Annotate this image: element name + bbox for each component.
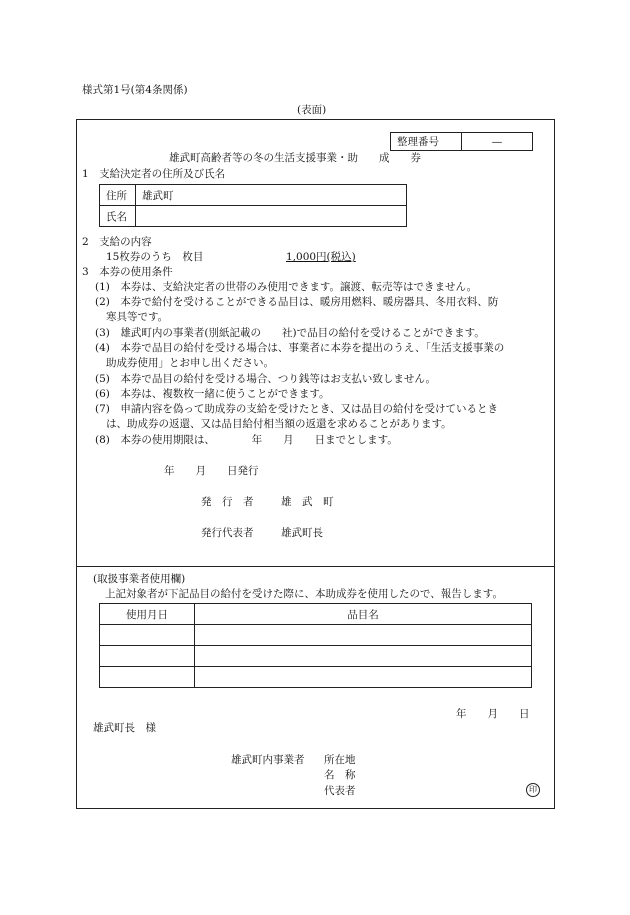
- condition-line: (4) 本券で品目の給付を受ける場合は、事業者に本券を提出のうえ、「生活支援事業の: [95, 342, 505, 354]
- issue-date: 年 月 日発行: [164, 465, 259, 477]
- report-date: 年 月 日: [456, 708, 530, 720]
- section-2-heading: 2 支給の内容: [82, 236, 152, 248]
- condition-line: (1) 本券は、支給決定者の世帯のみ使用できます。譲渡、転売等はできません。: [95, 281, 478, 293]
- condition-line: 助成券使用」とお申し出ください。: [106, 357, 274, 369]
- section-divider: [76, 566, 555, 567]
- section-1-heading: 1 支給決定者の住所及び氏名: [82, 168, 226, 180]
- business-name-label: 名 称: [324, 769, 356, 781]
- business-section-heading: (取扱事業者使用欄): [93, 573, 186, 585]
- name-value: [136, 206, 407, 227]
- condition-line: (5) 本券で品目の給付を受ける場合、つり銭等はお支払い致しません。: [95, 373, 437, 385]
- addressee: 雄武町長 様: [93, 722, 156, 734]
- coupon-detail: 15枚券のうち 枚目: [106, 251, 204, 263]
- item-name-cell: [195, 625, 532, 646]
- item-name-header: 品目名: [195, 604, 532, 625]
- condition-line: (3) 雄武町内の事業者(別紙記載の 社)で品目の給付を受けることができます。: [95, 327, 485, 339]
- condition-line: 寒具等です。: [106, 311, 169, 323]
- reference-number-table: [390, 132, 533, 151]
- coupon-title: 雄武町高齢者等の冬の生活支援事業・助 成 券: [169, 152, 421, 164]
- recipient-table: [99, 184, 407, 227]
- seal-mark: 印: [526, 783, 540, 797]
- table-row: [100, 625, 532, 646]
- issuing-representative-label: 発行代表者: [201, 527, 254, 539]
- reference-number-label: 整理番号: [391, 133, 462, 151]
- coupon-amount: 1,000円(税込): [286, 251, 356, 263]
- condition-line: (2) 本券で給付を受けることができる品目は、暖房用燃料、暖房器具、冬用衣料、防: [95, 296, 499, 308]
- form-number: 様式第1号(第4条関係): [82, 84, 188, 96]
- condition-line: (8) 本券の使用期限は、 年 月 日までとします。: [95, 434, 398, 446]
- name-label: 氏名: [100, 206, 136, 227]
- issuer-label: 発 行 者: [201, 496, 254, 508]
- usage-date-cell: [100, 646, 195, 667]
- usage-date-cell: [100, 625, 195, 646]
- issuing-representative: 雄武町長: [281, 527, 323, 539]
- usage-table: [99, 603, 532, 688]
- address-label: 住所: [100, 185, 136, 206]
- section-3-heading: 3 本券の使用条件: [82, 266, 173, 278]
- business-representative-label: 代表者: [324, 785, 356, 797]
- business-label: 雄武町内事業者: [231, 754, 305, 766]
- condition-line: (6) 本券は、複数枚一緒に使うことができます。: [95, 388, 330, 400]
- item-name-cell: [195, 646, 532, 667]
- usage-date-cell: [100, 667, 195, 688]
- side-label: (表面): [297, 104, 327, 116]
- item-name-cell: [195, 667, 532, 688]
- business-statement: 上記対象者が下記品目の給付を受けた際に、本助成券を使用したので、報告します。: [105, 588, 503, 600]
- usage-date-header: 使用月日: [100, 604, 195, 625]
- issuer-name: 雄 武 町: [281, 496, 334, 508]
- condition-line: は、助成券の返還、又は品目給付相当額の返還を求めることがあります。: [106, 418, 452, 430]
- location-label: 所在地: [324, 754, 356, 766]
- reference-number-value: —: [462, 133, 533, 151]
- condition-line: (7) 申請内容を偽って助成券の支給を受けたとき、又は品目の給付を受けているとき: [95, 403, 498, 415]
- table-row: [100, 646, 532, 667]
- address-value: 雄武町: [136, 185, 407, 206]
- table-row: [100, 667, 532, 688]
